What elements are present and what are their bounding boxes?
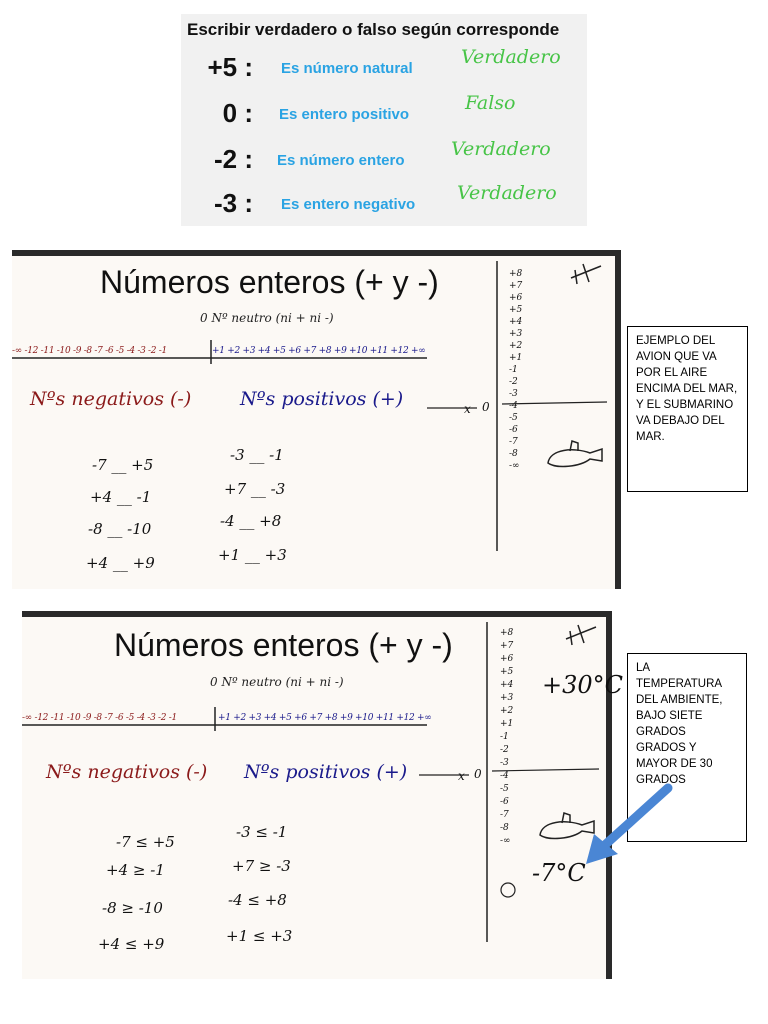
neutral-note: 0 Nº neutro (ni + ni -) [200, 311, 334, 325]
comparison-item: -8 ≥ -10 [102, 899, 163, 917]
exercise-answer: Verdadero [461, 46, 561, 68]
exercise-answer: Falso [465, 92, 516, 114]
number-line-positives: +1 +2 +3 +4 +5 +6 +7 +8 +9 +10 +11 +12 +∞ [212, 346, 426, 356]
high-temperature: +30°C [542, 671, 624, 699]
exercise-title: Escribir verdadero o falso según corresponde [187, 20, 560, 39]
true-false-exercise [181, 14, 587, 226]
comparison-item: +7 ≥ -3 [232, 857, 291, 875]
comparison-item: -7 ≤ +5 [116, 833, 175, 851]
exercise-statement: Es entero negativo [281, 196, 416, 213]
number-line [22, 703, 432, 733]
exercise-answer: Verdadero [457, 182, 557, 204]
comparison-item: +4 ≤ +9 [98, 935, 165, 953]
sea-level-line [414, 763, 604, 783]
exercise-statement: Es número entero [277, 152, 405, 169]
low-temperature: -7°C [532, 859, 586, 887]
temperature-example-note: LA TEMPERATURA DEL AMBIENTE, BAJO SIETE GRADOS GRADOS Y MAYOR DE 30 GRADOS [627, 653, 747, 842]
airplane-icon [562, 619, 602, 649]
exercise-statement: Es número natural [281, 60, 413, 77]
positives-label: Nºs positivos (+) [240, 388, 404, 410]
board-title: Números enteros (+ y -) [114, 627, 453, 663]
circled-value-icon [499, 881, 519, 901]
negatives-label: Nºs negativos (-) [30, 388, 192, 410]
exercise-number: -3 : [214, 188, 253, 218]
exercise-row [181, 92, 587, 128]
axis-zero-mark: 0 [482, 400, 490, 414]
comparison-item: -4 __ +8 [220, 512, 282, 530]
board-title: Números enteros (+ y -) [100, 264, 439, 300]
comparison-item: +1 ≤ +3 [226, 927, 293, 945]
exercise-answer: Verdadero [451, 138, 551, 160]
submarine-icon [544, 431, 606, 471]
exercise-number: +5 : [207, 52, 253, 82]
number-line-positives: +1 +2 +3 +4 +5 +6 +7 +8 +9 +10 +11 +12 +∞ [218, 713, 432, 723]
vertical-number-line-labels: +8 +7 +6 +5 +4 +3 +2 +1 -1 -2 -3 -4 -5 -6 -7 -8 -∞ [509, 269, 523, 471]
positives-label: Nºs positivos (+) [244, 761, 408, 783]
number-line-negatives: -∞ -12 -11 -10 -9 -8 -7 -6 -5 -4 -3 -2 -1 [12, 346, 167, 356]
whiteboard-photo-1 [12, 250, 621, 589]
exercise-number: 0 : [222, 98, 253, 128]
comparison-item: +1 __ +3 [218, 546, 287, 564]
axis-x-mark: x [464, 402, 471, 416]
number-line-negatives: -∞ -12 -11 -10 -9 -8 -7 -6 -5 -4 -3 -2 -1 [22, 713, 177, 723]
sea-level-line [422, 396, 612, 416]
comparison-item: -3 __ -1 [230, 446, 284, 464]
comparison-item: +4 __ +9 [86, 554, 155, 572]
axis-x-mark: x [458, 769, 465, 783]
axis-zero-mark: 0 [474, 767, 482, 781]
exercise-number: -2 : [214, 144, 253, 174]
comparison-item: +4 __ -1 [90, 488, 152, 506]
comparison-item: -7 __ +5 [92, 456, 154, 474]
whiteboard-photo-2 [22, 611, 624, 979]
comparison-item: -3 ≤ -1 [236, 823, 288, 841]
neutral-note: 0 Nº neutro (ni + ni -) [210, 675, 344, 689]
comparison-item: -4 ≤ +8 [228, 891, 287, 909]
negatives-label: Nºs negativos (-) [46, 761, 208, 783]
vertical-number-line-labels: +8 +7 +6 +5 +4 +3 +2 +1 -1 -2 -3 -4 -5 -6 -7 -8 -∞ [500, 628, 514, 846]
comparison-item: -8 __ -10 [88, 520, 152, 538]
arrow-icon [580, 780, 680, 870]
exercise-row [181, 138, 587, 174]
exercise-row [181, 46, 587, 82]
exercise-row [181, 182, 587, 218]
airplane-example-note: EJEMPLO DEL AVION QUE VA POR EL AIRE ENCIMA DEL MAR, Y EL SUBMARINO VA DEBAJO DEL MAR. [627, 326, 748, 492]
comparison-item: +7 __ -3 [224, 480, 286, 498]
exercise-statement: Es entero positivo [279, 106, 410, 123]
airplane-icon [567, 258, 607, 288]
comparison-item: +4 ≥ -1 [106, 861, 165, 879]
number-line [12, 336, 432, 366]
